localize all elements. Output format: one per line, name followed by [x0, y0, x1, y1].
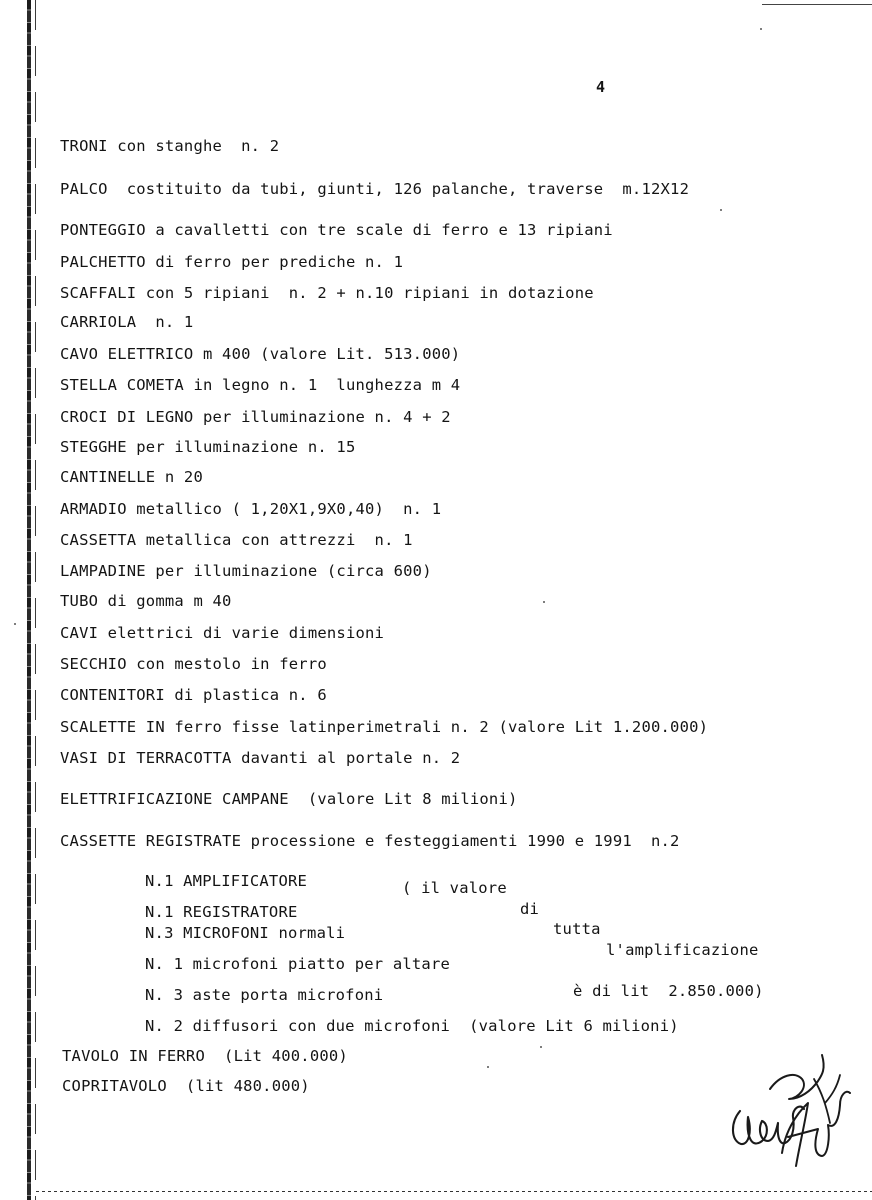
audio-item-line: N.1 REGISTRATORE: [145, 903, 298, 921]
scan-speck: [14, 623, 16, 625]
scan-speck: [487, 1066, 489, 1068]
inventory-line: COPRITAVOLO (lit 480.000): [62, 1077, 310, 1095]
inventory-line: CASSETTA metallica con attrezzi n. 1: [60, 531, 413, 549]
audio-item-line: N.1 AMPLIFICATORE: [145, 872, 308, 890]
audio-value-note: l'amplificazione: [606, 941, 759, 959]
inventory-line: ELETTRIFICAZIONE CAMPANE (valore Lit 8 milioni): [60, 790, 518, 808]
audio-item-line: N. 1 microfoni piatto per altare: [145, 955, 451, 973]
audio-value-note: tutta: [553, 920, 601, 938]
audio-value-note: è di lit 2.850.000): [573, 982, 764, 1000]
top-scan-mark: [762, 4, 872, 5]
handwritten-signature: [722, 1045, 852, 1175]
inventory-line: SCALETTE IN ferro fisse latinperimetrali n. 2 (valore Lit 1.200.000): [60, 718, 709, 736]
inventory-line: CASSETTE REGISTRATE processione e festeggiamenti 1990 e 1991 n.2: [60, 832, 680, 850]
inventory-line: TAVOLO IN FERRO (Lit 400.000): [62, 1047, 348, 1065]
scan-speck: [543, 601, 545, 603]
scan-speck: [540, 1046, 542, 1048]
inventory-line: VASI DI TERRACOTTA davanti al portale n. 2: [60, 749, 461, 767]
audio-item-line: N. 3 aste porta microfoni: [145, 986, 384, 1004]
audio-value-note: di: [520, 900, 540, 918]
inventory-line: TUBO di gomma m 40: [60, 592, 232, 610]
scan-speck: [720, 209, 722, 211]
scan-speck: [760, 28, 762, 30]
page-number: 4: [596, 78, 606, 96]
inventory-line: STEGGHE per illuminazione n. 15: [60, 438, 356, 456]
inventory-line: CONTENITORI di plastica n. 6: [60, 686, 327, 704]
inventory-line: CROCI DI LEGNO per illuminazione n. 4 + 2: [60, 408, 451, 426]
audio-item-line: N. 2 diffusori con due microfoni (valore Lit 6 milioni): [145, 1017, 679, 1035]
inventory-line: ARMADIO metallico ( 1,20X1,9X0,40) n. 1: [60, 500, 442, 518]
inventory-line: SECCHIO con mestolo in ferro: [60, 655, 327, 673]
inventory-line: PALCO costituito da tubi, giunti, 126 palanche, traverse m.12X12: [60, 180, 690, 198]
inventory-line: CAVO ELETTRICO m 400 (valore Lit. 513.000): [60, 345, 461, 363]
scanned-page-edge-shadow: [35, 0, 36, 1200]
inventory-line: LAMPADINE per illuminazione (circa 600): [60, 562, 432, 580]
inventory-line: CANTINELLE n 20: [60, 468, 203, 486]
audio-value-note: ( il valore: [402, 879, 507, 897]
bottom-scan-mark: [36, 1191, 872, 1192]
inventory-line: PONTEGGIO a cavalletti con tre scale di ferro e 13 ripiani: [60, 221, 613, 239]
scanned-page-edge: [27, 0, 31, 1200]
inventory-line: CARRIOLA n. 1: [60, 313, 194, 331]
inventory-line: CAVI elettrici di varie dimensioni: [60, 624, 385, 642]
inventory-line: SCAFFALI con 5 ripiani n. 2 + n.10 ripiani in dotazione: [60, 284, 594, 302]
inventory-line: PALCHETTO di ferro per prediche n. 1: [60, 253, 404, 271]
inventory-line: TRONI con stanghe n. 2: [60, 137, 280, 155]
audio-item-line: N.3 MICROFONI normali: [145, 924, 346, 942]
inventory-line: STELLA COMETA in legno n. 1 lunghezza m 4: [60, 376, 461, 394]
